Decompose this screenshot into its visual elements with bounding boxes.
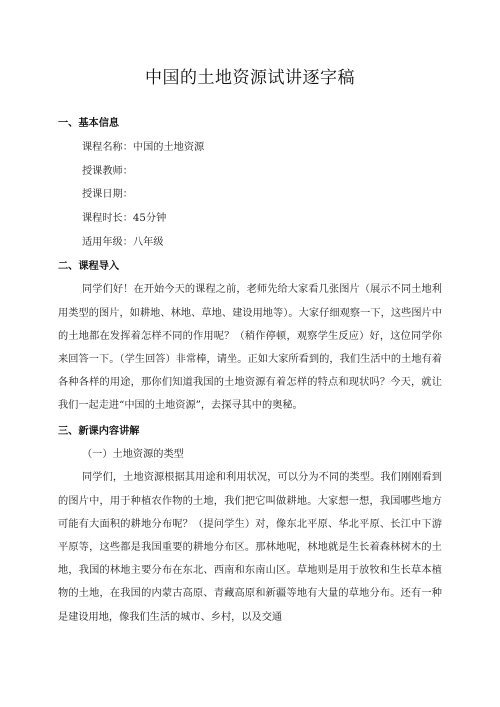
info-grade: 适用年级：八年级 [82,236,164,248]
subsection-heading-land-types: （一）土地资源的类型 [82,448,184,460]
info-duration: 课程时长：45分钟 [82,212,167,224]
info-course-name: 课程名称：中国的土地资源 [82,142,205,154]
section-heading-intro: 二、课程导入 [58,261,120,273]
section-heading-lecture: 三、新课内容讲解 [58,425,140,437]
info-date: 授课日期： [82,189,133,201]
intro-paragraph: 同学们好！在开始今天的课程之前，老师先给大家看几张图片（展示不同土地利用类型的图片，如耕地、林地、草地、建设用地等）。大家仔细观察一下，这些图片中的土地都在发挥着怎样不同的作用呢？（稍作停顿，观察学生反应）好，这位同学你来回答一下。（学生回答）非常棒，请坐。正如大家所看到的，我们生活中的土地有着各种各样的用途，那你们知道我国的土地资源有着怎样的特点和现状吗？今天，就让我们一起走进“中国的土地资源”，去探寻其中的奥秘。 [58,284,442,412]
basic-info-list [58,136,442,254]
info-teacher: 授课教师： [82,165,133,177]
section-heading-basic-info: 一、基本信息 [58,118,120,129]
lecture-paragraph: 同学们，土地资源根据其用途和利用状况，可以分为不同的类型。我们刚刚看到的图片中，用于种植农作物的土地，我们把它叫做耕地。大家想一想，我国哪些地方可能有大面积的耕地分布呢？（提问学生）对，像东北平原、华北平原、长江中下游平原等，这些都是我国重要的耕地分布区。那林地呢，林地就是生长着森林树木的土地，我国的林地主要分布在东北、西南和东南山区。草地则是用于放牧和生长草本植物的土地，在我国的内蒙古高原、青藏高原和新疆等地有大量的草地分布。还有一种是建设用地，像我们生活的城市、乡村，以及交通 [58,472,442,623]
document-body [58,112,442,629]
page-title: 中国的土地资源试讲逐字稿 [145,68,355,88]
